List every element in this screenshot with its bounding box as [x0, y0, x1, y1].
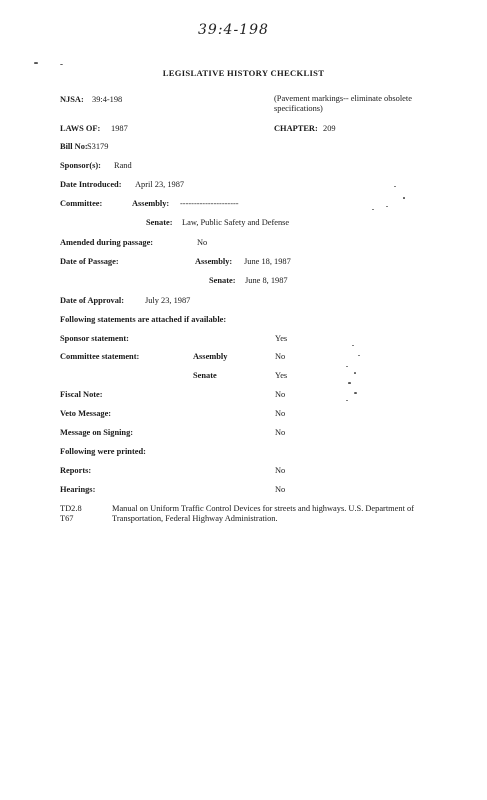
scan-speck: [354, 372, 356, 374]
scan-speck: [60, 64, 63, 65]
reference-call-number: TD2.8: [60, 504, 82, 513]
date-introduced-value: April 23, 1987: [135, 180, 185, 189]
veto-message-label: Veto Message:: [60, 409, 112, 418]
veto-message-value: No: [275, 409, 286, 418]
chapter-label: CHAPTER:: [274, 124, 318, 133]
committee-statement-assembly-value: No: [275, 352, 286, 361]
scan-speck: [346, 366, 348, 367]
attached-statements-heading: Following statements are attached if available:: [60, 315, 227, 324]
laws-of-value: 1987: [111, 124, 128, 133]
sponsor-value: Rand: [114, 161, 132, 170]
sponsor-statement-label: Sponsor statement:: [60, 334, 129, 343]
scan-speck: [34, 62, 38, 64]
fiscal-note-label: Fiscal Note:: [60, 390, 103, 399]
handwritten-statute-number: 39:4-198: [198, 22, 269, 38]
committee-statement-assembly-label: Assembly: [193, 352, 228, 361]
hearings-value: No: [275, 485, 286, 494]
bill-no-label: Bill No:: [60, 142, 88, 151]
committee-statement-senate-value: Yes: [275, 371, 288, 380]
njsa-value: 39:4-198: [92, 95, 123, 104]
laws-of-label: LAWS OF:: [60, 124, 101, 133]
reports-label: Reports:: [60, 466, 92, 475]
committee-label: Committee:: [60, 199, 103, 208]
scan-speck: [346, 400, 348, 401]
scan-speck: [352, 345, 354, 346]
scan-speck: [348, 382, 351, 384]
bill-no-value: S3179: [87, 142, 109, 151]
committee-senate-value: Law, Public Safety and Defense: [182, 218, 290, 227]
sponsor-statement-value: Yes: [275, 334, 288, 343]
njsa-label: NJSA:: [60, 95, 84, 104]
scan-speck: [358, 355, 360, 356]
committee-assembly-label: Assembly:: [132, 199, 170, 208]
message-on-signing-value: No: [275, 428, 286, 437]
date-introduced-label: Date Introduced:: [60, 180, 122, 189]
passage-assembly-label: Assembly:: [195, 257, 233, 266]
printed-heading: Following were printed:: [60, 447, 146, 456]
committee-statement-label: Committee statement:: [60, 352, 140, 361]
amended-label: Amended during passage:: [60, 238, 154, 247]
chapter-value: 209: [323, 124, 336, 133]
message-on-signing-label: Message on Signing:: [60, 428, 134, 437]
committee-assembly-value: ---------------------: [180, 199, 239, 208]
subject-description: (Pavement markings-- eliminate obsolete specifications): [274, 94, 412, 113]
committee-statement-senate-label: Senate: [193, 371, 217, 380]
scan-speck: [394, 186, 396, 187]
reference-citation: Manual on Uniform Traffic Control Devices for streets and highways. U.S. Department of Transportation, Federal Highway Administration.: [112, 504, 414, 523]
scan-speck: [386, 206, 388, 207]
passage-assembly-value: June 18, 1987: [244, 257, 291, 266]
committee-senate-label: Senate:: [146, 218, 173, 227]
scan-speck: [354, 392, 357, 394]
fiscal-note-value: No: [275, 390, 286, 399]
hearings-label: Hearings:: [60, 485, 96, 494]
scan-speck: [372, 209, 374, 210]
reports-value: No: [275, 466, 286, 475]
scan-speck: [403, 197, 405, 199]
reference-call-number: T67: [60, 514, 74, 523]
sponsor-label: Sponsor(s):: [60, 161, 101, 170]
date-of-approval-label: Date of Approval:: [60, 296, 125, 305]
passage-senate-label: Senate:: [209, 276, 236, 285]
date-of-passage-label: Date of Passage:: [60, 257, 119, 266]
page-title: LEGISLATIVE HISTORY CHECKLIST: [162, 68, 325, 78]
date-of-approval-value: July 23, 1987: [145, 296, 191, 305]
passage-senate-value: June 8, 1987: [245, 276, 288, 285]
amended-value: No: [197, 238, 208, 247]
